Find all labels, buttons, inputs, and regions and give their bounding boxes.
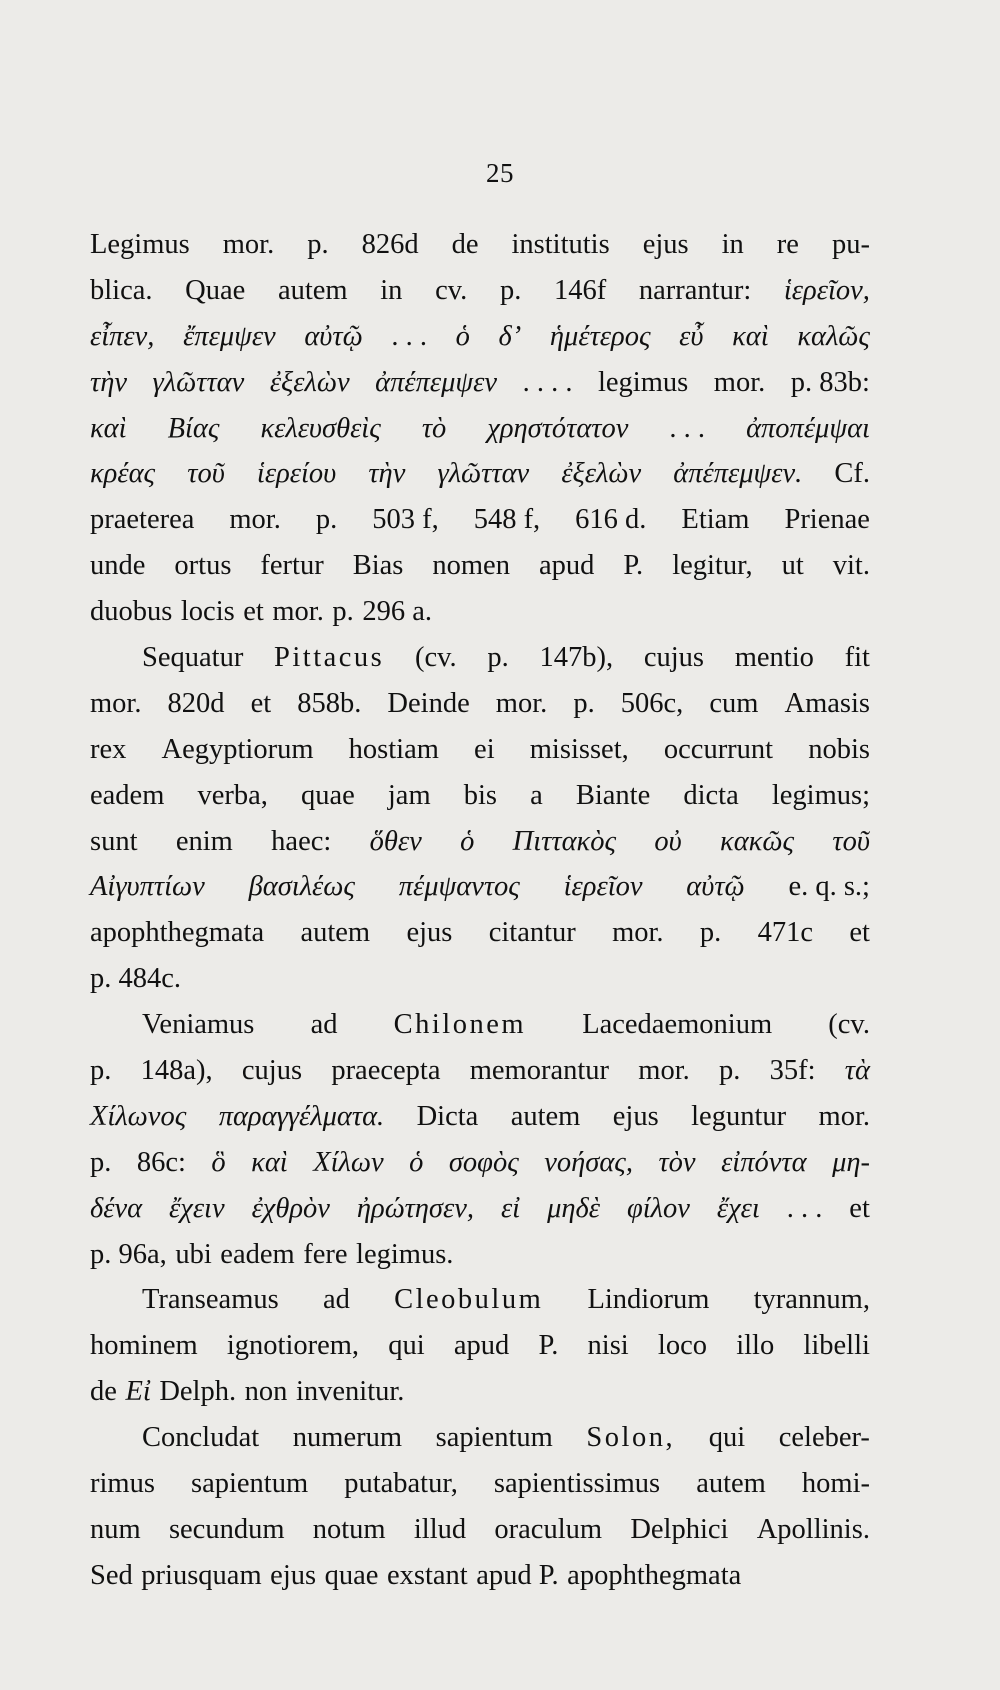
word: e. q. s.;: [788, 871, 870, 903]
word: 616 d.: [575, 504, 647, 536]
word: Bias: [352, 550, 404, 582]
word: ἀπέπεμψεν: [375, 366, 498, 398]
word: ἠρώτησεν,: [356, 1192, 474, 1224]
word: apophthegmata: [567, 1559, 742, 1591]
word: haec:: [271, 825, 332, 857]
word: cum: [709, 687, 759, 719]
word: αὐτῷ: [686, 871, 745, 903]
word: Apollinis.: [756, 1513, 870, 1545]
text-line: [90, 1094, 870, 1140]
word: mor.: [818, 1100, 870, 1132]
word: ὁ: [455, 320, 470, 352]
word: numerum: [292, 1422, 403, 1454]
word: p.: [332, 596, 354, 628]
word: eadem: [220, 1238, 295, 1270]
word: 820d: [167, 687, 225, 719]
text-line: [90, 589, 870, 635]
word: ejus: [406, 917, 453, 949]
word: putabatur,: [344, 1468, 458, 1500]
word: ubi: [175, 1238, 212, 1270]
word: mor.: [612, 917, 664, 949]
word: δένα: [90, 1192, 143, 1224]
word: ἀποπέμψαι: [746, 412, 870, 444]
word: mor.: [713, 366, 766, 398]
word: 148a),: [140, 1055, 213, 1087]
word: κελευσθεὶς: [260, 412, 381, 444]
text-line: [90, 1415, 870, 1461]
word: καλῶς: [797, 320, 870, 352]
word: τὴν: [368, 458, 406, 490]
word: 86c:: [136, 1146, 186, 1178]
word: institutis: [511, 229, 610, 260]
word: τοῦ: [187, 458, 225, 490]
word: ὁ: [409, 1146, 424, 1178]
word: sunt: [90, 825, 138, 857]
word: Πιττακὸς: [512, 825, 617, 857]
word: εἰ: [500, 1192, 521, 1224]
paragraph: [90, 222, 870, 635]
word: . . .: [391, 320, 427, 352]
text-line: [90, 1002, 870, 1048]
word: verba,: [197, 779, 268, 811]
word: p.: [719, 1055, 741, 1087]
word: ἔπεμψεν: [183, 320, 276, 352]
word: quae: [324, 1559, 379, 1591]
text-line: [90, 1553, 870, 1599]
word: ἐξελὼν: [269, 366, 350, 398]
word: μη-: [832, 1146, 870, 1178]
word: locis: [180, 596, 235, 628]
word: ignotiorem,: [226, 1330, 360, 1362]
text-line: [90, 222, 870, 268]
text-line: [90, 314, 870, 360]
word: p. 96a,: [90, 1238, 167, 1270]
word: Biante: [575, 779, 651, 811]
word: occurrunt: [663, 733, 774, 765]
word: nobis: [808, 733, 870, 765]
word: ἀπέπεμψεν.: [673, 458, 803, 490]
word: Pittacus: [274, 642, 385, 674]
word: fertur: [260, 550, 324, 582]
word: μηδὲ: [547, 1192, 600, 1224]
word: σοφὸς: [448, 1146, 519, 1178]
text-line: [90, 497, 870, 543]
word: νοήσας,: [544, 1146, 633, 1178]
text-line: [90, 360, 870, 406]
word: p.: [307, 229, 329, 260]
word: duobus: [90, 596, 173, 628]
word: cujus: [643, 642, 704, 674]
text-line: [90, 1323, 870, 1369]
word: 147b),: [539, 642, 614, 674]
word: εὖ: [679, 320, 704, 352]
word: εἰπόντα: [721, 1146, 807, 1178]
word: Transeamus: [142, 1284, 279, 1316]
word: . . .: [669, 412, 706, 444]
word: et: [243, 596, 264, 628]
word: Etiam: [681, 504, 750, 536]
word: et: [849, 1192, 870, 1224]
word: mor.: [638, 1055, 690, 1087]
word: leguntur: [691, 1100, 787, 1132]
word: legimus.: [356, 1238, 454, 1270]
word: nomen: [432, 550, 510, 582]
word: non: [244, 1376, 288, 1408]
word: secundum: [168, 1513, 285, 1545]
word: de: [451, 229, 479, 260]
word: 146f: [553, 274, 607, 306]
word: p.: [315, 504, 338, 536]
paragraph: [90, 1277, 870, 1415]
word: in: [380, 274, 403, 306]
word: P.: [538, 1330, 559, 1362]
text-line: [90, 864, 870, 910]
word: οὐ: [654, 825, 682, 857]
word: exstant: [387, 1559, 468, 1591]
word: Χίλων: [313, 1146, 384, 1178]
word: Concludat: [142, 1422, 260, 1454]
word: παραγγέλματα.: [218, 1100, 385, 1132]
text-line: [90, 635, 870, 681]
text-line: [90, 1186, 870, 1232]
text-line: [90, 1507, 870, 1553]
word: eadem: [90, 779, 165, 811]
word: rimus: [90, 1468, 155, 1500]
word: βασιλέως: [248, 871, 355, 903]
word: Deinde: [387, 687, 470, 719]
word: Legimus: [90, 229, 190, 260]
word: vit.: [832, 550, 870, 582]
word: πέμψαντος: [398, 871, 520, 903]
word: Prienae: [784, 504, 870, 536]
word: Sequatur: [142, 642, 244, 674]
word: Βίας: [167, 412, 220, 444]
page-number: 25: [486, 158, 514, 188]
word: in: [721, 229, 744, 260]
word: 506c,: [620, 687, 684, 719]
word: 548 f,: [473, 504, 541, 536]
text-line: [90, 819, 870, 865]
word: ὁ: [460, 825, 475, 857]
word: καὶ: [90, 412, 127, 444]
word: mor.: [222, 229, 275, 260]
word: p.: [499, 274, 522, 306]
word: qui: [708, 1422, 746, 1454]
word: quae: [300, 779, 355, 811]
word: ἱερεῖον: [563, 871, 643, 903]
word: p.: [90, 1055, 112, 1087]
word: δʼ: [498, 320, 522, 352]
paragraph: [90, 1002, 870, 1277]
word: ortus: [174, 550, 232, 582]
word: mor.: [90, 687, 142, 719]
word: fit: [844, 642, 870, 674]
text-line: [90, 773, 870, 819]
word: apud: [453, 1330, 510, 1362]
word: autem: [300, 917, 371, 949]
word: κακῶς: [720, 825, 795, 857]
word: autem: [696, 1468, 766, 1500]
word: κρέας: [90, 458, 156, 490]
word: mor.: [272, 596, 324, 628]
word: legimus;: [771, 779, 870, 811]
word: mor.: [495, 687, 548, 719]
word: ἱερεῖον,: [783, 274, 870, 306]
word: qui: [388, 1330, 425, 1362]
word: Cleobulum: [394, 1284, 544, 1316]
word: γλῶτταν: [152, 366, 245, 398]
word: autem: [277, 274, 348, 306]
text-line: [90, 543, 870, 589]
word: ad: [310, 1009, 338, 1041]
word: illo: [736, 1330, 775, 1362]
word: ἔχειν: [169, 1192, 225, 1224]
word: unde: [90, 550, 146, 582]
text-line: [90, 1232, 870, 1278]
word: ejus: [642, 229, 689, 260]
text-line: [90, 910, 870, 956]
word: ἡμέτερος: [549, 320, 651, 352]
word: ἱερείου: [256, 458, 337, 490]
word: τοῦ: [832, 825, 870, 857]
word: enim: [175, 825, 233, 857]
word: Cf.: [834, 458, 870, 490]
word: . . . .: [522, 366, 573, 398]
word: Quae: [185, 274, 246, 306]
word: apophthegmata: [90, 917, 265, 949]
word: hominem: [90, 1330, 198, 1362]
word: mentio: [734, 642, 814, 674]
word: praecepta: [331, 1055, 441, 1087]
word: p.: [573, 687, 595, 719]
word: num: [90, 1513, 141, 1545]
word: narrantur:: [638, 274, 752, 306]
text-line: [90, 1048, 870, 1094]
word: autem: [510, 1100, 581, 1132]
word: oraculum: [494, 1513, 603, 1545]
text-line: [90, 268, 870, 314]
word: pu-: [831, 229, 870, 260]
word: Χίλωνος: [90, 1100, 187, 1132]
word: 296 a.: [362, 596, 432, 628]
text-line: [90, 406, 870, 452]
word: καὶ: [251, 1146, 288, 1178]
word: p. 484c.: [90, 963, 182, 995]
word: Lindiorum: [587, 1284, 710, 1316]
word: (cv.: [415, 642, 457, 674]
word: invenitur.: [295, 1376, 405, 1408]
word: dicta: [683, 779, 739, 811]
text-line: [90, 1369, 870, 1415]
word: mor.: [229, 504, 281, 536]
word: Delphici: [630, 1513, 729, 1545]
word: εἶπεν,: [90, 320, 155, 352]
word: et: [250, 687, 272, 719]
word: τὸ: [421, 412, 447, 444]
body-text: [90, 222, 870, 1599]
text-line: [90, 1277, 870, 1323]
word: sapientissimus: [493, 1468, 661, 1500]
word: re: [776, 229, 799, 260]
word: Sed: [90, 1559, 133, 1591]
word: καὶ: [732, 320, 769, 352]
word: cv.: [435, 274, 468, 306]
word: 471c: [757, 917, 814, 949]
word: legimus: [597, 366, 689, 398]
text-line: [90, 956, 870, 1002]
word: blica.: [90, 274, 153, 306]
word: τὰ: [844, 1055, 870, 1087]
word: sapientum: [435, 1422, 553, 1454]
word: celeber-: [778, 1422, 870, 1454]
word: Veniamus: [142, 1009, 255, 1041]
text-line: [90, 727, 870, 773]
word: ὅθεν: [369, 825, 422, 857]
word: 503 f,: [372, 504, 439, 536]
word: P.: [623, 550, 644, 582]
word: de: [90, 1376, 117, 1408]
word: cujus: [241, 1055, 303, 1087]
word: ὃ: [211, 1146, 226, 1178]
paragraph: [90, 635, 870, 1002]
word: fere: [303, 1238, 348, 1270]
word: priusquam: [141, 1559, 262, 1591]
word: sapientum: [190, 1468, 309, 1500]
word: χρηστότατον: [487, 412, 629, 444]
word: φίλον: [626, 1192, 690, 1224]
word: ei: [474, 733, 495, 765]
word: libelli: [803, 1330, 870, 1362]
word: 826d: [361, 229, 419, 260]
word: jam: [387, 779, 431, 811]
word: p.: [699, 917, 722, 949]
word: citantur: [488, 917, 576, 949]
word: γλῶτταν: [437, 458, 530, 490]
word: ἐξελὼν: [561, 458, 642, 490]
word: τὸν: [658, 1146, 696, 1178]
word: illud: [413, 1513, 467, 1545]
word: Delph.: [159, 1376, 237, 1408]
word: hostiam: [348, 733, 439, 765]
word: Chilonem: [393, 1009, 527, 1041]
word: 35f:: [769, 1055, 816, 1087]
word: Aegyptiorum: [161, 733, 314, 765]
paragraph: [90, 1415, 870, 1599]
word: rex: [90, 733, 127, 765]
word: Lacedaemonium: [582, 1009, 773, 1041]
word: Solon,: [586, 1422, 676, 1454]
word: (cv.: [828, 1009, 870, 1041]
word: et: [849, 917, 870, 949]
word: p.: [90, 1146, 112, 1178]
word: 858b.: [297, 687, 362, 719]
text-line: [90, 1140, 870, 1186]
word: Dicta: [416, 1100, 479, 1132]
word: praeterea: [90, 504, 195, 536]
word: tyrannum,: [753, 1284, 870, 1316]
word: ἔχει: [716, 1192, 760, 1224]
text-line: [90, 451, 870, 497]
word: p.: [487, 642, 509, 674]
word: homi-: [801, 1468, 870, 1500]
word: αὐτῷ: [304, 320, 363, 352]
text-line: [90, 1461, 870, 1507]
word: apud P.: [476, 1559, 559, 1591]
word: bis: [463, 779, 497, 811]
word: legitur,: [672, 550, 753, 582]
word: notum: [312, 1513, 386, 1545]
word: p. 83b:: [790, 366, 870, 398]
word: Amasis: [784, 687, 870, 719]
word: ejus: [612, 1100, 659, 1132]
text-line: [90, 681, 870, 727]
word: memorantur: [469, 1055, 610, 1087]
word: nisi: [587, 1330, 629, 1362]
word: ad: [322, 1284, 350, 1316]
word: misisset,: [529, 733, 629, 765]
word: apud: [538, 550, 595, 582]
word: a: [530, 779, 543, 811]
word: ejus: [270, 1559, 317, 1591]
word: τὴν: [90, 366, 127, 398]
word: ut: [781, 550, 804, 582]
word: Αἰγυπτίων: [90, 871, 205, 903]
word: . . .: [786, 1192, 823, 1224]
word: Εἰ: [125, 1376, 151, 1408]
word: loco: [657, 1330, 707, 1362]
word: ἐχθρὸν: [251, 1192, 330, 1224]
